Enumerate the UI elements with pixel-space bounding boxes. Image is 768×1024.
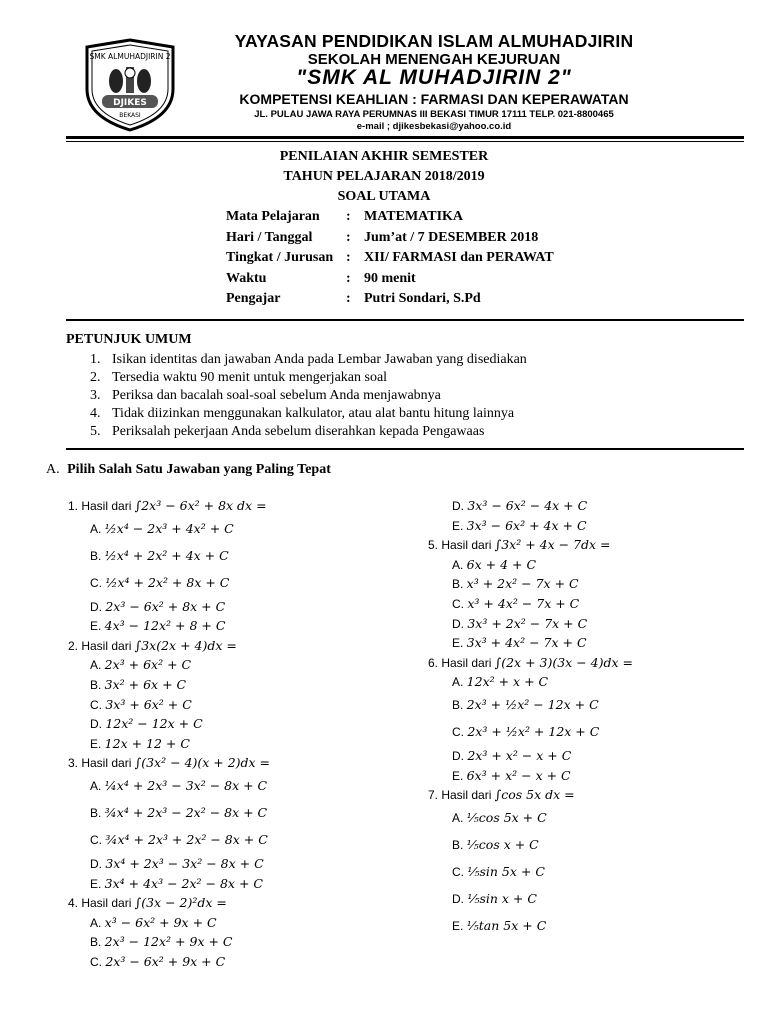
option-letter: B. [452, 837, 467, 852]
instruction-text: Periksalah pekerjaan Anda sebelum diserahkan kepada Pengawaas [112, 424, 485, 439]
section-heading [46, 462, 331, 478]
question-number: 4. [68, 896, 82, 911]
question-expression: ∫3x² + 4x − 7dx = [494, 537, 611, 553]
option [452, 697, 599, 712]
option-letter: C. [90, 955, 106, 969]
question-expression: ∫2x³ − 6x² + 8x dx = [134, 498, 267, 513]
option [90, 805, 267, 820]
option-letter: D. [90, 599, 106, 614]
option [452, 616, 587, 631]
option-text: ⅕sin 5x + C [467, 863, 545, 879]
option-letter: E. [90, 736, 105, 751]
option-letter: D. [90, 857, 106, 871]
option-text: 6x + 4 + C [466, 556, 537, 572]
option-text: 3x⁴ + 2x³ − 3x² − 8x + C [105, 856, 264, 871]
info-colon: : [346, 291, 351, 306]
instruction-number: 4. [90, 406, 101, 421]
option-text: ⅕cos x + C [466, 836, 539, 852]
option [90, 915, 217, 930]
option [90, 778, 267, 793]
question [68, 498, 267, 513]
option-text: 2x³ + ½x² + 12x + C [467, 724, 600, 739]
info-label: Hari / Tanggal [226, 229, 313, 245]
option-letter: A. [452, 810, 467, 825]
option-letter: A. [90, 658, 105, 673]
option [90, 618, 225, 633]
divider [66, 319, 744, 321]
info-value: Jum’at / 7 DESEMBER 2018 [364, 229, 539, 245]
option-text: 2x³ − 6x² + 9x + C [105, 954, 226, 969]
option [452, 918, 546, 933]
question-number: 1. [68, 499, 82, 513]
option-letter: A. [452, 675, 467, 690]
option [90, 548, 229, 563]
option-text: 3x³ + 6x² + C [105, 696, 192, 712]
option-text: x³ + 2x² − 7x + C [466, 576, 579, 592]
exam-type: SOAL UTAMA [337, 189, 431, 204]
option-text: 2x³ − 12x² + 9x + C [104, 934, 233, 950]
option [452, 518, 587, 533]
question-prefix: Hasil dari [441, 655, 495, 670]
info-label: Tingkat / Jurusan [226, 250, 334, 265]
question-number: 5. [428, 538, 442, 553]
info-value: 90 menit [364, 270, 416, 286]
info-row [226, 209, 586, 229]
instruction-text: Tersedia waktu 90 menit untuk mengerjakan soal [112, 370, 388, 385]
option-text: ½x⁴ − 2x³ + 4x² + C [104, 520, 234, 536]
header-rule-thin [66, 141, 744, 142]
option [452, 768, 571, 783]
option-letter: A. [90, 915, 105, 930]
option [452, 635, 587, 650]
question-expression: ∫(2x + 3)(3x − 4)dx = [494, 654, 633, 670]
option-letter: A. [452, 557, 467, 572]
option [452, 891, 537, 906]
option-letter: B. [90, 806, 105, 820]
instructions-title: PETUNJUK UMUM [66, 332, 192, 347]
option-letter: B. [452, 698, 467, 712]
question-number: 7. [428, 788, 442, 803]
question-prefix: Hasil dari [441, 788, 495, 803]
svg-text:BEKASI: BEKASI [119, 112, 141, 119]
option-text: ½x⁴ + 2x² + 4x + C [104, 547, 229, 563]
question-expression: ∫(3x − 2)²dx = [134, 895, 227, 911]
option [90, 657, 191, 672]
header-rule [66, 136, 744, 139]
option-text: ⅕tan 5x + C [466, 917, 547, 933]
option-letter: C. [90, 697, 106, 712]
exam-title: PENILAIAN AKHIR SEMESTER [279, 149, 489, 164]
question [428, 655, 633, 670]
instruction-text: Periksa dan bacalah soal-soal sebelum Anda menjawabnya [112, 388, 441, 403]
instruction-number: 2. [90, 370, 101, 385]
svg-text:SMK ALMUHADJIRIN 2: SMK ALMUHADJIRIN 2 [89, 52, 171, 61]
option [90, 954, 225, 969]
question-prefix: Hasil dari [81, 756, 135, 771]
instruction-item [90, 388, 441, 404]
option [90, 716, 203, 731]
question-prefix: Hasil dari [441, 538, 495, 553]
info-colon: : [346, 209, 351, 224]
option-letter: D. [452, 616, 468, 631]
info-value: XII/ FARMASI dan PERAWAT [364, 250, 554, 265]
option-text: 2x³ + 6x² + C [104, 657, 192, 673]
option [90, 599, 225, 614]
option [452, 724, 599, 739]
option-letter: D. [452, 749, 468, 763]
option-text: ⅕cos 5x + C [466, 809, 547, 825]
option [90, 677, 186, 692]
option-text: 3x² + 6x + C [104, 677, 187, 692]
option [90, 697, 192, 712]
option-text: 2x³ + x² − x + C [467, 748, 572, 763]
question [68, 638, 237, 653]
email: e-mail ; djikesbekasi@yahoo.co.id [356, 121, 512, 132]
question-number: 2. [68, 638, 82, 653]
question-number: 6. [428, 655, 442, 670]
question-expression: ∫cos 5x dx = [494, 787, 575, 803]
question-prefix: Hasil dari [81, 896, 135, 911]
instruction-number: 1. [90, 352, 101, 367]
option-text: 4x³ − 12x² + 8 + C [104, 618, 226, 634]
option-letter: E. [452, 636, 467, 651]
option-text: 12x² + x + C [466, 674, 549, 690]
question [428, 537, 611, 552]
option-text: ¾x⁴ + 2x³ − 2x² − 8x + C [104, 805, 268, 820]
option-letter: D. [452, 891, 468, 906]
option-text: 2x³ + ½x² − 12x + C [466, 697, 599, 712]
question-prefix: Hasil dari [81, 638, 135, 653]
option-text: 6x³ + x² − x + C [466, 767, 571, 783]
option [452, 810, 547, 825]
option [90, 736, 190, 751]
question [428, 787, 575, 802]
info-label: Mata Pelajaran [226, 209, 320, 224]
school-name: "SMK AL MUHADJIRIN 2" [296, 66, 572, 89]
option-letter: E. [452, 918, 467, 933]
info-row [226, 271, 586, 291]
option [452, 837, 539, 852]
option [90, 575, 229, 590]
option-letter: B. [90, 678, 105, 692]
option-text: 3x³ + 2x² − 7x + C [467, 615, 588, 631]
info-value: Putri Sondari, S.Pd [364, 291, 481, 306]
info-label: Pengajar [226, 291, 281, 306]
instruction-number: 5. [90, 424, 101, 439]
instruction-item [90, 352, 527, 368]
option [90, 934, 232, 949]
info-colon: : [346, 270, 351, 286]
info-row [226, 291, 586, 311]
option-letter: E. [90, 619, 105, 634]
info-label: Waktu [226, 270, 267, 286]
option-text: x³ + 4x² − 7x + C [467, 596, 580, 611]
option [452, 596, 579, 611]
option [90, 832, 268, 847]
instruction-text: Tidak diizinkan menggunakan kalkulator, atau alat bantu hitung lainnya [112, 406, 515, 421]
option-letter: A. [90, 521, 105, 536]
option [452, 864, 545, 879]
foundation-name: YAYASAN PENDIDIKAN ISLAM ALMUHADJIRIN [234, 31, 634, 51]
option-text: 2x³ − 6x² + 8x + C [105, 598, 226, 614]
option-letter: E. [452, 768, 467, 783]
academic-year: TAHUN PELAJARAN 2018/2019 [283, 169, 485, 184]
school-logo [80, 37, 180, 133]
instruction-text: Isikan identitas dan jawaban Anda pada Lembar Jawaban yang disediakan [112, 352, 527, 367]
option-text: ¾x⁴ + 2x³ + 2x² − 8x + C [105, 832, 268, 847]
question [68, 895, 227, 910]
option [90, 521, 234, 536]
instruction-item [90, 424, 484, 440]
option-text: 3x³ − 6x² − 4x + C [467, 498, 588, 513]
option-letter: B. [90, 548, 105, 563]
option [90, 856, 264, 871]
competency: KOMPETENSI KEAHLIAN : FARMASI DAN KEPERAWATAN [239, 91, 629, 107]
option-text: 3x³ − 6x² + 4x + C [466, 517, 587, 533]
option [90, 876, 263, 891]
svg-text:DJIKES: DJIKES [113, 98, 147, 108]
question [68, 755, 270, 770]
option-letter: D. [90, 717, 106, 732]
instruction-item [90, 406, 514, 422]
instruction-item [90, 370, 387, 386]
school-type: SEKOLAH MENENGAH KEJURUAN [307, 51, 561, 68]
option [452, 674, 548, 689]
info-value: MATEMATIKA [364, 209, 464, 224]
info-colon: : [346, 250, 351, 265]
info-row [226, 250, 586, 270]
question-expression: ∫3x(2x + 4)dx = [134, 637, 237, 653]
option-text: ½x⁴ + 2x² + 8x + C [105, 574, 230, 590]
option [452, 557, 536, 572]
option [452, 498, 587, 513]
option [452, 748, 571, 763]
info-row [226, 230, 586, 250]
option-letter: C. [90, 833, 106, 847]
option-text: 12x² − 12x + C [105, 716, 203, 732]
option-text: x³ − 6x² + 9x + C [104, 914, 217, 930]
question-number: 3. [68, 756, 82, 771]
option-letter: C. [90, 575, 106, 590]
section-letter: A. [46, 462, 60, 477]
info-colon: : [346, 229, 351, 245]
divider [66, 448, 744, 450]
option-text: 3x³ + 4x² − 7x + C [466, 635, 587, 651]
option-text: 3x⁴ + 4x³ − 2x² − 8x + C [104, 875, 263, 891]
instruction-number: 3. [90, 388, 101, 403]
option-letter: A. [90, 779, 105, 793]
option-text: 12x + 12 + C [104, 735, 190, 751]
option-text: ¼x⁴ + 2x³ − 3x² − 8x + C [104, 778, 268, 793]
option [452, 576, 579, 591]
option-letter: D. [452, 499, 468, 513]
option-letter: C. [452, 597, 468, 611]
question-prefix: Hasil dari [81, 499, 135, 513]
option-text: ⅕sin x + C [467, 890, 537, 906]
option-letter: C. [452, 725, 468, 739]
option-letter: E. [452, 518, 467, 533]
option-letter: E. [90, 876, 105, 891]
option-letter: B. [452, 577, 467, 592]
address: JL. PULAU JAWA RAYA PERUMNAS III BEKASI TIMUR 17111 TELP. 021-8800465 [254, 109, 614, 120]
question-expression: ∫(3x² − 4)(x + 2)dx = [134, 755, 271, 771]
option-letter: B. [90, 935, 105, 950]
option-letter: C. [452, 864, 468, 879]
section-title: Pilih Salah Satu Jawaban yang Paling Tepat [67, 462, 331, 477]
